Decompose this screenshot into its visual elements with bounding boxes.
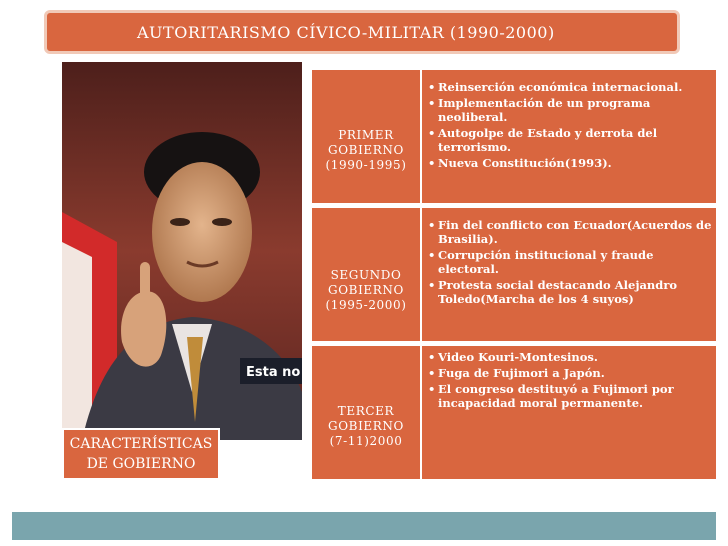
period-label-3 bbox=[312, 346, 420, 479]
period-row-2 bbox=[312, 208, 716, 341]
period-2-line-3: (1995-2000) bbox=[325, 298, 407, 312]
period-2-line-2: GOBIERNO bbox=[328, 283, 404, 297]
characteristics-label bbox=[62, 428, 220, 480]
list-item: • Protesta social destacando Alejandro Toledo(Marcha de los 4 suyos) bbox=[428, 278, 716, 306]
period-row-1 bbox=[312, 70, 716, 203]
list-item: • Fuga de Fujimori a Japón. bbox=[428, 366, 716, 380]
list-item: • Reinserción económica internacional. bbox=[428, 80, 716, 94]
period-2-line-1: SEGUNDO bbox=[330, 268, 402, 282]
ribbon-line-2: DE GOBIERNO bbox=[86, 456, 196, 472]
period-3-line-2: GOBIERNO bbox=[328, 419, 404, 433]
portrait-photo bbox=[62, 62, 302, 440]
period-1-line-1: PRIMER bbox=[338, 128, 394, 142]
list-item: • Video Kouri-Montesinos. bbox=[428, 350, 716, 364]
list-item: • Nueva Constitución(1993). bbox=[428, 156, 716, 170]
list-item: • Fin del conflicto con Ecuador(Acuerdos de Brasilia). bbox=[428, 218, 716, 246]
period-3-line-3: (7-11)2000 bbox=[329, 434, 403, 448]
portrait-illustration bbox=[62, 62, 302, 440]
period-label-1 bbox=[312, 70, 420, 203]
ribbon-line-1: CARACTERÍSTICAS bbox=[69, 436, 213, 452]
period-details-1 bbox=[422, 70, 716, 203]
period-row-3 bbox=[312, 346, 716, 479]
list-item: • Implementación de un programa neoliberal. bbox=[428, 96, 716, 124]
period-label-2 bbox=[312, 208, 420, 341]
period-3-line-1: TERCER bbox=[337, 404, 395, 418]
period-1-line-3: (1990-1995) bbox=[325, 158, 407, 172]
list-item: • Autogolpe de Estado y derrota del terrorismo. bbox=[428, 126, 716, 154]
period-details-3 bbox=[422, 346, 716, 479]
footer-band bbox=[12, 512, 716, 540]
title-bar bbox=[44, 10, 680, 54]
photo-caption: Esta no bbox=[246, 365, 301, 380]
slide-title: AUTORITARISMO CÍVICO-MILITAR (1990-2000) bbox=[137, 23, 555, 42]
period-details-2 bbox=[422, 208, 716, 341]
list-item: • Corrupción institucional y fraude electoral. bbox=[428, 248, 716, 276]
list-item: • El congreso destituyó a Fujimori por incapacidad moral permanente. bbox=[428, 382, 716, 410]
period-1-line-2: GOBIERNO bbox=[328, 143, 404, 157]
